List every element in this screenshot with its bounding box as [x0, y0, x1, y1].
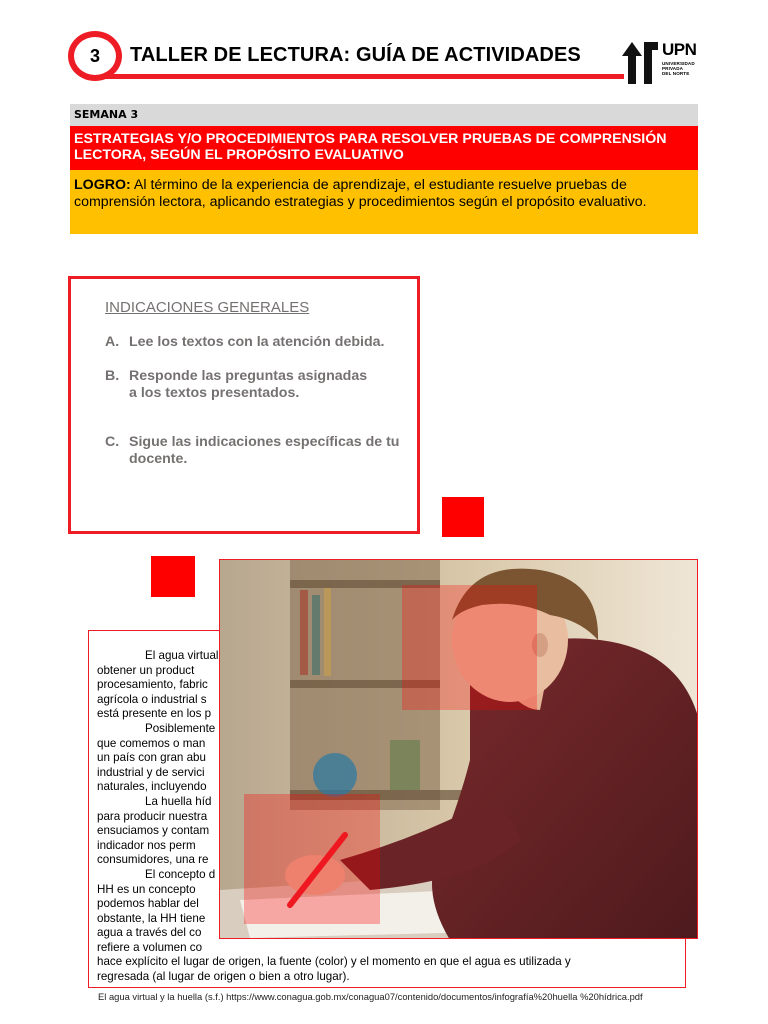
- reading-line: El agua virtual: [145, 649, 219, 662]
- achievement-box: [70, 170, 698, 234]
- upn-arrow-icon: [622, 42, 662, 86]
- reading-line: agrícola o industrial s: [97, 692, 207, 706]
- source-reference: El agua virtual y la huella (s.f.) https://www.conagua.gob.mx/conagua07/contenido/documentos/infografía%20huella %20hídrica.pdf: [98, 991, 643, 1002]
- reading-line: refiere a volumen co: [97, 940, 203, 954]
- reading-line: indicador nos perm: [97, 838, 196, 852]
- logo-subtitle: UNIVERSIDAD PRIVADA DEL NORTE: [662, 61, 695, 77]
- page-title: TALLER DE LECTURA: GUÍA DE ACTIVIDADES: [130, 44, 581, 66]
- reading-line: Posiblemente: [145, 721, 216, 735]
- reading-line: agua a través del co: [97, 926, 202, 940]
- logro-label: LOGRO:: [74, 177, 131, 193]
- reading-line: que comemos o man: [97, 736, 206, 750]
- logo-wordmark: UPN: [662, 40, 697, 59]
- reading-line: consumidores, una re: [97, 853, 209, 867]
- reading-line: hace explícito el lugar de origen, la fuente (color) y el momento en que el agua es utilizada y: [97, 955, 571, 969]
- upn-logo: [622, 42, 702, 86]
- header-underline: [96, 74, 624, 79]
- indication-item: B. Responde las preguntas asignadas a los textos presentados.: [105, 368, 368, 401]
- reading-line: para producir nuestra: [97, 809, 208, 823]
- reading-line: obtener un product: [97, 663, 195, 677]
- reading-line: regresada (al lugar de origen o bien a otro lugar).: [97, 970, 350, 984]
- reading-line: La huella híd: [145, 794, 212, 808]
- reading-line: está presente en los p: [97, 707, 212, 721]
- unit-number-badge: [68, 31, 122, 81]
- reading-line: naturales, incluyendo: [97, 780, 207, 794]
- student-writing-photo: [219, 559, 698, 939]
- reading-line: El concepto d: [145, 867, 216, 881]
- general-indications-box: [68, 276, 420, 534]
- decorative-red-square: [151, 556, 195, 597]
- week-label: SEMANA 3: [70, 104, 698, 126]
- reading-line: HH es un concepto: [97, 882, 196, 896]
- reading-line: obstante, la HH tiene: [97, 911, 206, 925]
- unit-number: 3: [89, 45, 100, 66]
- reading-line: industrial y de servici: [97, 765, 205, 779]
- reading-line: podemos hablar del: [97, 897, 199, 911]
- reading-line: procesamiento, fabric: [97, 678, 208, 692]
- strategy-title: ESTRATEGIAS Y/O PROCEDIMIENTOS PARA RESOLVER PRUEBAS DE COMPRENSIÓN LECTORA, SEGÚN EL PROPÓSITO EVALUATIVO: [70, 126, 698, 170]
- reading-line: un país con gran abu: [97, 751, 206, 765]
- reading-line: ensuciamos y contam: [97, 824, 210, 838]
- indication-item: C. Sigue las indicaciones específicas de tu docente.: [105, 434, 400, 467]
- indications-title: INDICACIONES GENERALES: [105, 299, 310, 316]
- indication-item: A. Lee los textos con la atención debida.: [105, 334, 385, 350]
- logro-text: Al término de la experiencia de aprendizaje, el estudiante resuelve pruebas de comprensión lectora, aplicando estrategias y procedimientos según el propósito evaluativo.: [74, 177, 647, 210]
- decorative-red-square: [442, 497, 484, 537]
